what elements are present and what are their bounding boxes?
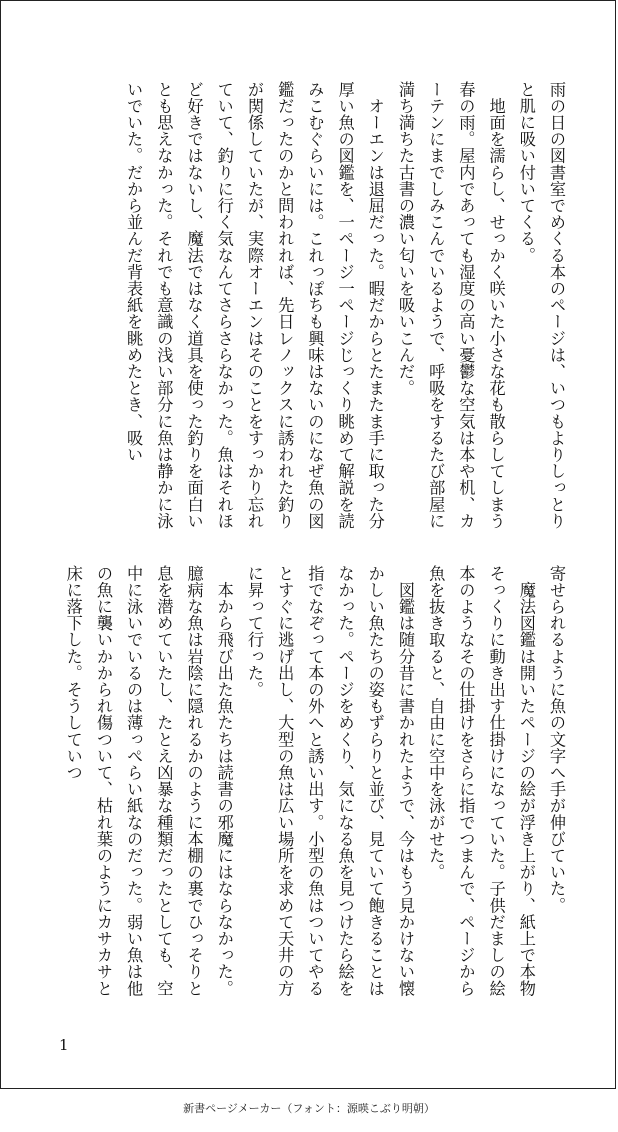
paragraph: 図鑑は随分昔に書かれたようで、今はもう見かけない懐かしい魚たちの姿もずらりと並び、見ていて飽きることはなかった。ページをめくり、気になる魚を見つけたら絵を指でなぞって本の外へと誘い出す。小型の魚はついてやるとすぐに逃げ出し、大型の魚は広い場所を求めて天井の方に昇って行った。 bbox=[244, 565, 415, 997]
paragraph: 地面を濡らし、せっかく咲いた小さな花も散らしてしまう春の雨。屋内であっても湿度の高い憂鬱な空気は本や机、カーテンにまでしみこんでいるようで、呼吸をするたび部屋に満ち満ちた古書の濃い匂いを吸いこんだ。 bbox=[395, 81, 506, 530]
paragraph: オーエンは退屈だった。暇だからとたまたま手に取った分厚い魚の図鑑を、一ページ一ページじっくり眺めて解説を読みこむぐらいには。これっぽちも興味はないのになぜ魚の図鑑だったのかと問われれば、先日レノックスに誘われた釣りが関係していたが、実際オーエンはそのことをすっかり忘れていて、釣りに行く気なんてさらさらなかった。魚はそれほど好きではないし、魔法ではなく道具を使った釣りを面白いとも思えなかった。それでも意識の浅い部分に魚は静かに泳いでいた。だから並んだ背表紙を眺めたとき、吸い bbox=[124, 81, 385, 530]
paragraph: 魔法図鑑は開いたページの絵が浮き上がり、紙上で本物そっくりに動き出す仕掛けになっていた。子供だましの絵本のようなその仕掛けをさらに指でつまんで、ページから魚を抜き取ると、自由に空中を泳がせた。 bbox=[426, 565, 536, 997]
paragraph: 本から飛び出た魚たちは読書の邪魔にはならなかった。臆病な魚は岩陰に隠れるかのように本棚の裏でひっそりと息を潜めていたし、たとえ凶暴な種類だったとしても、空中に泳いでいるのは薄っぺらい紙なのだった。弱い魚は他の魚に襲いかかられ傷ついて、枯れ葉のようにカサカサと床に落下した。そうしていつ bbox=[63, 565, 234, 997]
paragraph: 雨の日の図書室でめくる本のページは、いつもよりしっとりと肌に吸い付いてくる。 bbox=[516, 81, 566, 530]
paragraph: 寄せられるように魚の文字へ手が伸びていた。 bbox=[547, 565, 566, 914]
page-number: 1 bbox=[59, 1036, 69, 1054]
bottom-text-block bbox=[58, 565, 571, 1011]
top-text-block bbox=[118, 81, 571, 541]
footer-caption: 新書ページメーカー（フォント：源暎こぶり明朝） bbox=[183, 1102, 435, 1115]
